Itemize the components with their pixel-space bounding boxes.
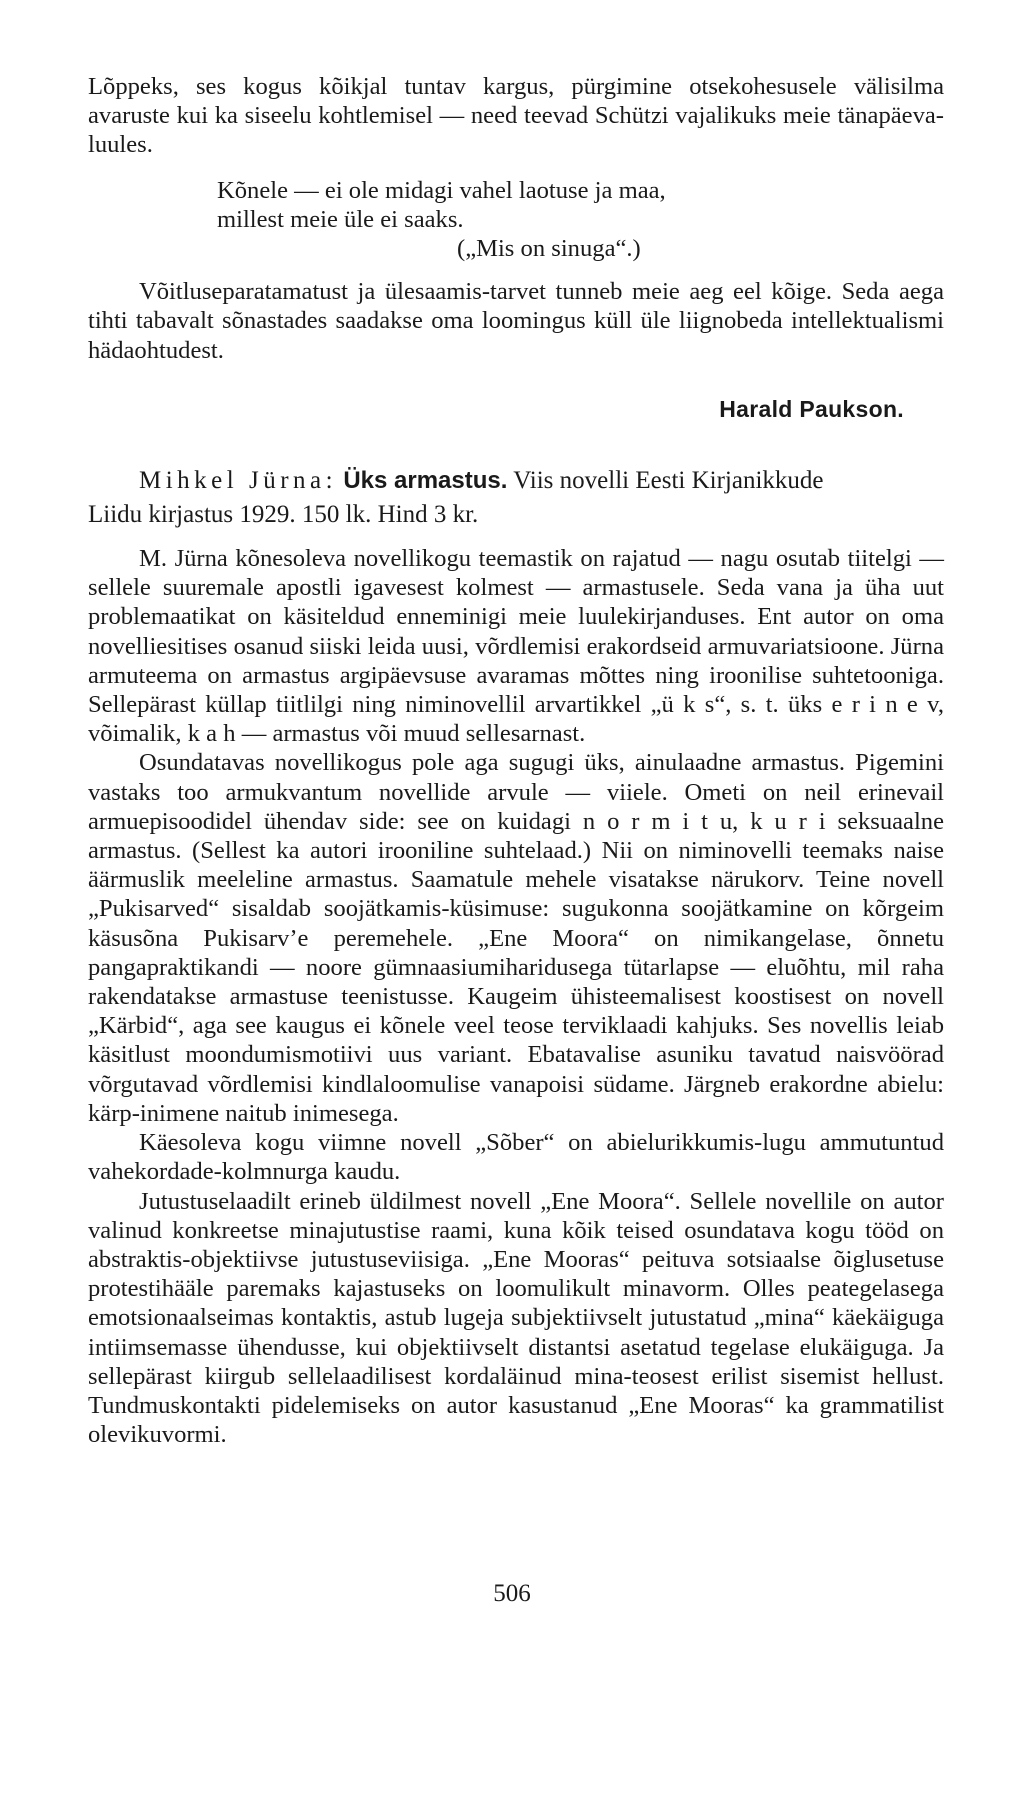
spaced-word: n o r m i t u: [582, 807, 733, 835]
review-author: Mihkel Jürna:: [139, 467, 338, 495]
intro-paragraph: Lõppeks, ses kogus kõikjal tuntav kargus, pürgimine otsekohesusele välisilma avaruste kui ka siseelu kohtlemisel — need teevad Schützi vajalikuks meie tänapäeva-luules.: [88, 73, 944, 159]
poem-quote: [217, 176, 944, 264]
text-run: M. Jürna kõnesoleva novellikogu teemastik on rajatud — nagu osutab tiitelgi — sellele suuremale apostli igavesest kolmest — armastusele. Seda vana ja üha uut problemaatikat on käsiteldud enneminigi meie luulekirjanduses. Ent autor on oma novelliesitises osanud siiski leida uusi, võrdlemisi erakordseid armuvariatsioone. Jürna armuteema on armastus argipäevsuse avaramas mõttes ning iroonilise suhtetooniga. Sellepärast küllap tiitlilgi ning niminovellil arvartikkel: [88, 545, 944, 719]
page-number: 506: [493, 1580, 531, 1607]
text-run: — armastus või muud sellesarnast.: [235, 720, 586, 748]
page-content: [88, 72, 944, 1449]
body-paragraph-1: [88, 544, 944, 748]
body-paragraph-3: Käesoleva kogu viimne novell „Sõber“ on abielurikkumis-lugu ammutuntud vahekordade-kolmnurga kaudu.: [88, 1129, 944, 1186]
review-title: Üks armastus.: [343, 467, 508, 495]
spaced-word: e r i n e v: [831, 691, 938, 719]
poem-source: („Mis on sinuga“.): [457, 235, 641, 263]
body-paragraph-4: Jutustuselaadilt erineb üldilmest novell „Ene Moora“. Sellele novellile on autor valinud konkreetse minajutustise raami, kuna kõik teised osundatava kogu tööd on abstraktis-objektiivse jutustuseviisiga. „Ene Mooras“ peituva sotsiaalse õiglusetuse protestihääle paremaks kajastuseks on loomulikult minavorm. Olles peategelasega emotsionaalseimas kontaktis, astub lugeja subjektiivselt jutustatud „mina“ käekäiguga intiimsemasse ühendusse, kui objektiivselt distantsi asetatud tegelase elukäiguga. Ja sellepärast kiirgub sellelaadilisest kordaläinud mina-teosest erilist sisemist hellust. Tundmuskontakti pidelemiseks on autor kasustanud „Ene Mooras“ ka grammatilist olevikuvormi.: [88, 1187, 944, 1449]
spaced-word: „ü k s“: [650, 691, 726, 719]
closing-paragraph: Võitluseparatamatust ja ülesaamis-tarvet tunneb meie aeg eel kõige. Seda aega tihti tabavalt sõnastades saadakse oma loomingus küll üle liignobeda intellektualismi hädaohtudest.: [88, 278, 944, 364]
review-body: [88, 544, 944, 1449]
poem-line-2: millest meie üle ei saaks.: [217, 205, 464, 233]
body-paragraph-2: [88, 748, 944, 1128]
review-signature: Harald Paukson.: [719, 395, 904, 422]
text-run: , võimalik,: [88, 691, 944, 748]
review-publication-line-2: Liidu kirjastus 1929. 150 lk. Hind 3 kr.: [88, 501, 479, 529]
text-run: seksuaalne armastus. (Sellest ka autori irooniline suhtelaad.) Nii on niminovelli teemaks naise äärmuslik meeleline armastus. Saamatule mehele visatakse närukorv. Teine novell „Pukisarved“ sisaldab soojätkamis-küsimuse: sugukonna soojätkamine on kõrgeim käsusõna Pukisarv’e peremehele. „Ene Moora“ on nimikangelase, õnnetu pangapraktikandi — noore gümnaasiumiharidusega tütarlapse — eluõhtu, mil raha rakendatakse armastuse teenistusse. Kaugeim ühisteemalisest koostisest on novell „Kärbid“, aga see kaugus ei kõnele veel teose terviklaadi kahjuks. Ses novellis leiab käsitlust moondumismotiivi uus variant. Ebatavalise asuniku tavatud naisvöörad võrgutavad võrdlemisi kindlaloomulise vanapoisi südame. Järgneb erakordne abielu: kärp-inimene naitub inimesega.: [88, 807, 944, 1127]
review-publication-line-1: Viis novelli Eesti Kirjanikkude: [513, 467, 824, 495]
text-run: Osundatavas novellikogus pole aga sugugi üks, ainulaadne armastus. Pigemini vastaks too armukvantum novellide arvule — viiele. Ometi on neil erinevail armuepisoodidel ühendav side: see on kuidagi: [88, 749, 944, 835]
poem-line-1: Kõnele — ei ole midagi vahel laotuse ja maa,: [217, 176, 666, 204]
review-heading: [88, 464, 944, 532]
spaced-word: k u r i: [750, 807, 826, 835]
text-run: ,: [732, 807, 751, 835]
spaced-word: k a h: [187, 720, 236, 748]
text-run: , s. t. üks: [725, 691, 832, 719]
